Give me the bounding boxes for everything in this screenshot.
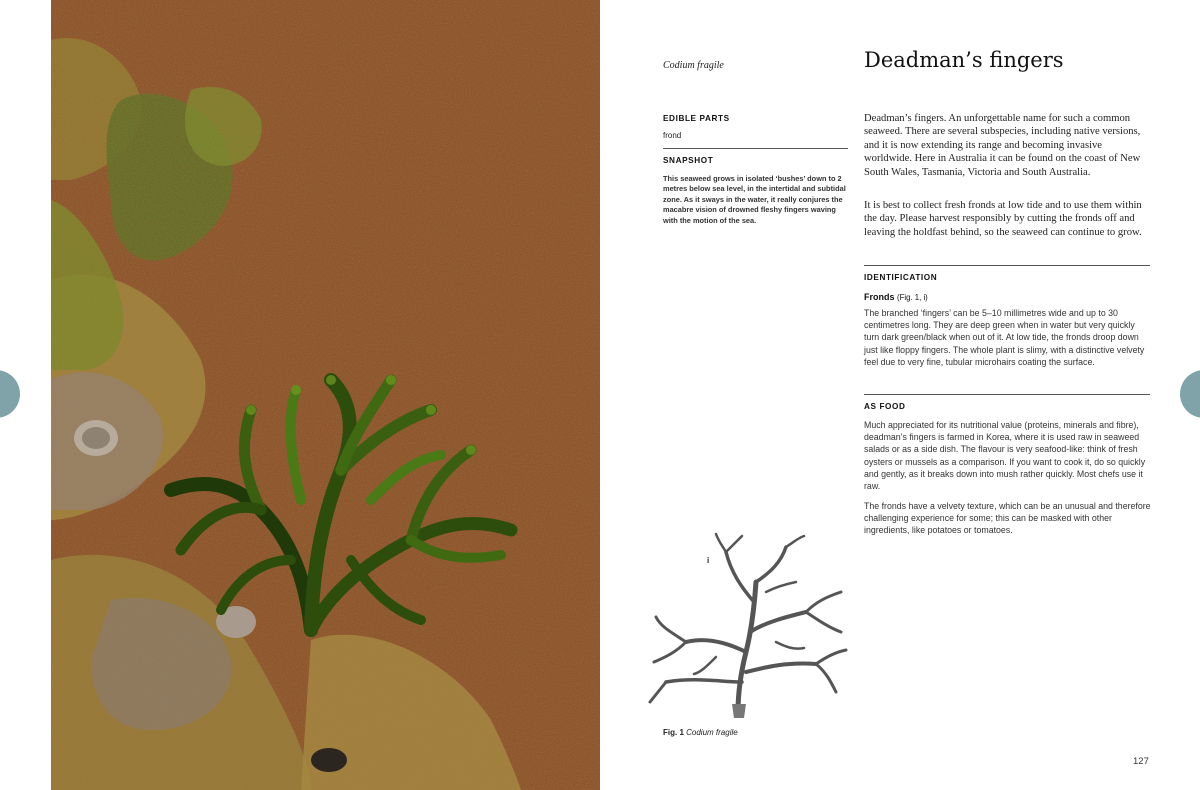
edible-parts-heading: EDIBLE PARTS <box>663 114 730 123</box>
side-divider <box>663 148 848 149</box>
fronds-subheading <box>864 292 928 302</box>
codium-illustration <box>646 532 856 722</box>
snapshot-text: This seaweed grows in isolated ‘bushes’ down to 2 metres below sea level, in the intertidal and subtidal zone. As it sways in the water, it really conjures the macabre vision of drowned fleshy fingers waving with the motion of the sea. <box>663 174 846 225</box>
caption-label: Fig. 1 <box>663 728 684 737</box>
as-food-heading: AS FOOD <box>864 402 906 411</box>
species-name: Codium fragile <box>663 60 724 71</box>
figure-caption <box>663 728 738 737</box>
caption-species: Codium fragile <box>686 728 738 737</box>
intro-paragraph: It is best to collect fresh fronds at low tide and to use them within the day. Please harvest responsibly by cutting the fronds off and leaving the holdfast behind, so the seaweed can continue to grow. <box>864 200 1142 238</box>
edible-parts-value: frond <box>663 131 682 140</box>
page-title: Deadman’s fingers <box>864 48 1064 72</box>
seaweed-photo <box>51 0 600 790</box>
page-number: 127 <box>1133 756 1149 767</box>
next-page-button[interactable] <box>1180 370 1200 418</box>
intro-paragraph: Deadman’s fingers. An unforgettable name for such a common seaweed. There are several subspecies, including native versions, and it is now extending its range and becoming invasive worldwide. Here in Australia it can be found on the coast of New South Wales, Tasmania, Victoria and South Australia. <box>864 113 1141 178</box>
food-paragraph: Much appreciated for its nutritional value (proteins, minerals and fibre), deadman’s fingers is farmed in Korea, where it is used raw in seaweed salads or as a side dish. The flavour is very seafood-like: think of fresh oysters or mussels as a comparison. If you want to cook it, do so quickly and gently, as it breaks down into mush rather quickly. Most chefs use it raw. <box>864 420 1146 492</box>
fronds-label: Fronds <box>864 292 895 302</box>
section-divider <box>864 394 1150 395</box>
identification-heading: IDENTIFICATION <box>864 273 938 282</box>
snapshot-heading: SNAPSHOT <box>663 156 714 165</box>
food-paragraph: The fronds have a velvety texture, which can be an unusual and therefore challenging experience for some; this can be masked with other ingredients, like potatoes or tomatoes. <box>864 501 1151 536</box>
fronds-text: The branched ‘fingers’ can be 5–10 millimetres wide and up to 30 centimetres long. They are deep green when in water but very quickly turn dark green/black when out of it. At low tide, the fronds droop down just like floppy fingers. The whole plant is slimy, with a distinctive velvety feel due to very fine, tubular microhairs coating the surface. <box>864 308 1145 367</box>
figure-marker: i <box>707 556 710 565</box>
section-divider <box>864 265 1150 266</box>
figure-reference: (Fig. 1, i) <box>897 293 928 302</box>
previous-page-button[interactable] <box>0 370 20 418</box>
